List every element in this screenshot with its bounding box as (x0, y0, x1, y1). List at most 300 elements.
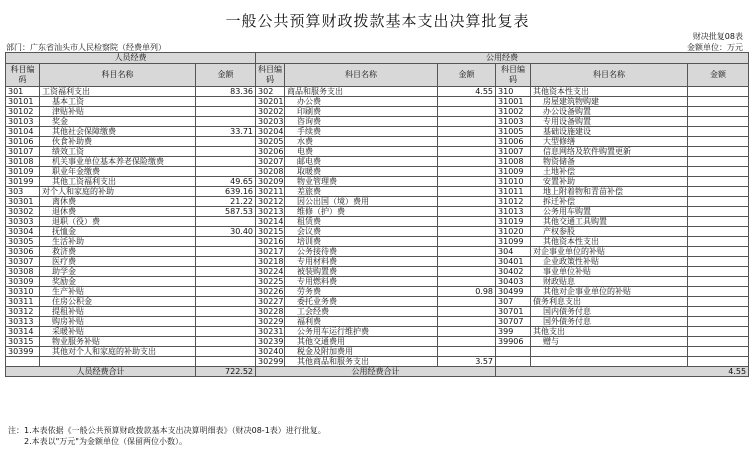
table-row (6, 137, 749, 147)
cell-code-2: 30239 (256, 337, 285, 347)
cell-name-2: 印刷费 (285, 107, 438, 117)
cell-amount-2 (438, 227, 496, 237)
col-code-1: 科目编码 (6, 64, 40, 87)
cell-name-3: 事业单位补贴 (531, 267, 688, 277)
cell-name-3: 其他支出 (531, 327, 688, 337)
cell-code-1: 30108 (6, 157, 40, 167)
cell-amount-3 (688, 287, 749, 297)
cell-code-3 (496, 347, 531, 357)
cell-code-3: 30707 (496, 317, 531, 327)
cell-amount-3 (688, 257, 749, 267)
table-row (6, 177, 749, 187)
cell-name-1: 救济费 (40, 247, 196, 257)
cell-amount-1 (196, 107, 256, 117)
cell-code-3: 399 (496, 327, 531, 337)
cell-code-3: 31020 (496, 227, 531, 237)
cell-code-3: 31019 (496, 217, 531, 227)
cell-code-2: 30224 (256, 267, 285, 277)
cell-code-2: 30231 (256, 327, 285, 337)
table-row (6, 267, 749, 277)
cell-amount-3 (688, 87, 749, 97)
cell-amount-2 (438, 277, 496, 287)
cell-amount-2 (438, 97, 496, 107)
cell-amount-3 (688, 217, 749, 227)
cell-code-2: 30299 (256, 357, 285, 367)
cell-name-3: 其他资本性支出 (531, 87, 688, 97)
group-header-row (6, 53, 749, 64)
public-total-label: 公用经费合计 (256, 367, 496, 377)
cell-amount-1: 587.53 (196, 207, 256, 217)
cell-name-2: 被装购置费 (285, 267, 438, 277)
cell-amount-3 (688, 227, 749, 237)
cell-name-3: 拆迁补偿 (531, 197, 688, 207)
cell-name-1: 工资福利支出 (40, 87, 196, 97)
table-row (6, 317, 749, 327)
cell-name-2: 劳务费 (285, 287, 438, 297)
cell-code-1: 30307 (6, 257, 40, 267)
cell-name-2: 专用燃料费 (285, 277, 438, 287)
cell-code-2: 30240 (256, 347, 285, 357)
cell-code-3: 31005 (496, 127, 531, 137)
cell-amount-1 (196, 167, 256, 177)
cell-amount-3 (688, 267, 749, 277)
cell-amount-2 (438, 327, 496, 337)
department-label: 部门：广东省汕头市人民检察院（经费单列） (6, 43, 166, 52)
cell-name-3: 物资储备 (531, 157, 688, 167)
cell-code-1: 30312 (6, 307, 40, 317)
table-row (6, 127, 749, 137)
cell-code-2: 30212 (256, 197, 285, 207)
cell-code-1: 30301 (6, 197, 40, 207)
table-row (6, 307, 749, 317)
cell-code-2: 30207 (256, 157, 285, 167)
cell-name-1: 购房补贴 (40, 317, 196, 327)
cell-amount-2 (438, 217, 496, 227)
cell-code-1: 30314 (6, 327, 40, 337)
cell-code-1: 30315 (6, 337, 40, 347)
col-code-3: 科目编码 (496, 64, 531, 87)
table-row (6, 157, 749, 167)
cell-code-1 (6, 357, 40, 367)
cell-amount-1 (196, 307, 256, 317)
cell-name-3: 产权参股 (531, 227, 688, 237)
cell-name-1: 生活补助 (40, 237, 196, 247)
cell-amount-1 (196, 347, 256, 357)
expenditure-table (5, 52, 749, 377)
cell-amount-3 (688, 247, 749, 257)
cell-amount-3 (688, 337, 749, 347)
cell-name-1: 提租补贴 (40, 307, 196, 317)
cell-amount-3 (688, 317, 749, 327)
cell-name-3: 安置补助 (531, 177, 688, 187)
cell-name-3: 信息网络及软件购置更新 (531, 147, 688, 157)
cell-name-1: 退职（役）费 (40, 217, 196, 227)
cell-name-3: 国外债务付息 (531, 317, 688, 327)
cell-name-2: 其他交通费用 (285, 337, 438, 347)
cell-amount-3 (688, 127, 749, 137)
table-row (6, 117, 749, 127)
cell-code-1: 30106 (6, 137, 40, 147)
cell-code-2: 30203 (256, 117, 285, 127)
cell-name-2: 邮电费 (285, 157, 438, 167)
cell-code-1: 30109 (6, 167, 40, 177)
cell-name-2: 公务接待费 (285, 247, 438, 257)
cell-amount-1 (196, 247, 256, 257)
cell-amount-1 (196, 357, 256, 367)
cell-code-2: 30217 (256, 247, 285, 257)
cell-name-1 (40, 357, 196, 367)
cell-code-1: 30305 (6, 237, 40, 247)
cell-amount-1 (196, 147, 256, 157)
cell-amount-1 (196, 327, 256, 337)
cell-code-2: 30202 (256, 107, 285, 117)
cell-amount-1 (196, 137, 256, 147)
totals-row (6, 367, 749, 377)
cell-amount-3 (688, 357, 749, 367)
cell-code-1: 30302 (6, 207, 40, 217)
cell-name-1: 退休费 (40, 207, 196, 217)
cell-name-3 (531, 347, 688, 357)
cell-name-2: 取暖费 (285, 167, 438, 177)
cell-code-3: 30701 (496, 307, 531, 317)
col-name-2: 科目名称 (285, 64, 438, 87)
cell-name-2: 手续费 (285, 127, 438, 137)
cell-code-1: 30399 (6, 347, 40, 357)
cell-code-3: 30499 (496, 287, 531, 297)
cell-code-3: 31001 (496, 97, 531, 107)
form-number: 财决批复08表 (692, 32, 743, 41)
cell-name-1: 医疗费 (40, 257, 196, 267)
public-header: 公用经费 (256, 53, 749, 64)
cell-code-2: 30213 (256, 207, 285, 217)
table-row (6, 247, 749, 257)
cell-code-3: 31002 (496, 107, 531, 117)
cell-code-2: 30211 (256, 187, 285, 197)
cell-code-3: 31011 (496, 187, 531, 197)
col-name-3: 科目名称 (531, 64, 688, 87)
col-amount-3: 金额 (688, 64, 749, 87)
cell-code-3: 39906 (496, 337, 531, 347)
cell-name-3: 对企事业单位的补贴 (531, 247, 688, 257)
footnotes (8, 425, 326, 447)
cell-code-2: 30226 (256, 287, 285, 297)
cell-amount-3 (688, 297, 749, 307)
cell-amount-1 (196, 297, 256, 307)
cell-name-1: 抚恤金 (40, 227, 196, 237)
cell-name-3: 赠与 (531, 337, 688, 347)
table-row (6, 197, 749, 207)
cell-code-3: 30403 (496, 277, 531, 287)
cell-code-1: 30310 (6, 287, 40, 297)
cell-code-2: 30225 (256, 277, 285, 287)
cell-amount-1 (196, 117, 256, 127)
cell-code-1: 30311 (6, 297, 40, 307)
cell-name-3: 大型修缮 (531, 137, 688, 147)
cell-amount-2: 3.57 (438, 357, 496, 367)
cell-amount-1 (196, 157, 256, 167)
cell-amount-3 (688, 237, 749, 247)
cell-amount-3 (688, 107, 749, 117)
cell-name-2: 专用材料费 (285, 257, 438, 267)
cell-code-1: 30199 (6, 177, 40, 187)
cell-name-2: 会议费 (285, 227, 438, 237)
cell-name-3: 办公设备购置 (531, 107, 688, 117)
cell-name-2: 福利费 (285, 317, 438, 327)
cell-code-1: 30308 (6, 267, 40, 277)
table-row (6, 277, 749, 287)
cell-name-2: 工会经费 (285, 307, 438, 317)
cell-name-3: 房屋建筑物购建 (531, 97, 688, 107)
cell-code-3: 310 (496, 87, 531, 97)
table-row (6, 227, 749, 237)
cell-code-1: 30107 (6, 147, 40, 157)
cell-code-3: 31099 (496, 237, 531, 247)
cell-amount-2 (438, 137, 496, 147)
table-row (6, 167, 749, 177)
public-total-value: 4.55 (496, 367, 749, 377)
col-code-2: 科目编码 (256, 64, 285, 87)
cell-amount-2 (438, 347, 496, 357)
table-row (6, 297, 749, 307)
cell-code-3: 31007 (496, 147, 531, 157)
cell-name-2: 维修（护）费 (285, 207, 438, 217)
cell-amount-2 (438, 237, 496, 247)
cell-amount-2 (438, 187, 496, 197)
cell-amount-1 (196, 217, 256, 227)
cell-code-1: 30102 (6, 107, 40, 117)
cell-name-3: 企业政策性补贴 (531, 257, 688, 267)
cell-amount-1: 21.22 (196, 197, 256, 207)
cell-amount-3 (688, 207, 749, 217)
cell-amount-1 (196, 267, 256, 277)
cell-name-3: 其他交通工具购置 (531, 217, 688, 227)
cell-name-1: 其他对个人和家庭的补助支出 (40, 347, 196, 357)
table-row (6, 97, 749, 107)
table-row (6, 207, 749, 217)
cell-name-1: 奖金 (40, 117, 196, 127)
cell-amount-3 (688, 277, 749, 287)
cell-code-3: 31010 (496, 177, 531, 187)
table-row (6, 187, 749, 197)
cell-amount-1: 33.71 (196, 127, 256, 137)
cell-amount-2: 0.98 (438, 287, 496, 297)
table-row (6, 327, 749, 337)
cell-code-3: 31003 (496, 117, 531, 127)
cell-code-2: 30204 (256, 127, 285, 137)
cell-code-3: 31008 (496, 157, 531, 167)
cell-code-2: 30206 (256, 147, 285, 157)
page-title: 一般公共预算财政拨款基本支出决算批复表 (225, 12, 530, 30)
cell-name-2: 商品和服务支出 (285, 87, 438, 97)
cell-amount-2 (438, 257, 496, 267)
table-row (6, 357, 749, 367)
cell-amount-1 (196, 97, 256, 107)
table-row (6, 337, 749, 347)
col-name-1: 科目名称 (40, 64, 196, 87)
cell-amount-2: 4.55 (438, 87, 496, 97)
cell-name-3: 专用设备购置 (531, 117, 688, 127)
cell-name-1: 职业年金缴费 (40, 167, 196, 177)
cell-amount-1: 49.65 (196, 177, 256, 187)
cell-amount-3 (688, 167, 749, 177)
cell-name-3: 财政贴息 (531, 277, 688, 287)
cell-amount-3 (688, 157, 749, 167)
cell-name-2: 公务用车运行维护费 (285, 327, 438, 337)
col-amount-2: 金额 (438, 64, 496, 87)
cell-code-2: 30218 (256, 257, 285, 267)
cell-name-1: 绩效工资 (40, 147, 196, 157)
personnel-total-value: 722.52 (196, 367, 256, 377)
cell-amount-1 (196, 317, 256, 327)
cell-name-2: 租赁费 (285, 217, 438, 227)
cell-code-1: 30103 (6, 117, 40, 127)
cell-code-2: 30229 (256, 317, 285, 327)
cell-amount-2 (438, 157, 496, 167)
cell-amount-1 (196, 287, 256, 297)
cell-code-1: 303 (6, 187, 40, 197)
cell-code-2: 30215 (256, 227, 285, 237)
cell-code-3: 31013 (496, 207, 531, 217)
cell-name-2: 其他商品和服务支出 (285, 357, 438, 367)
cell-amount-3 (688, 97, 749, 107)
cell-amount-3 (688, 347, 749, 357)
cell-name-2: 咨询费 (285, 117, 438, 127)
note-1: 注：1.本表依据《一般公共预算财政拨款基本支出决算明细表》（财决08-1表）进行批复。 (8, 426, 326, 435)
cell-name-1: 生产补贴 (40, 287, 196, 297)
cell-amount-2 (438, 207, 496, 217)
table-row (6, 107, 749, 117)
table-row (6, 287, 749, 297)
cell-name-2: 税金及附加费用 (285, 347, 438, 357)
cell-name-1: 助学金 (40, 267, 196, 277)
cell-code-3: 307 (496, 297, 531, 307)
cell-code-1: 30313 (6, 317, 40, 327)
cell-name-3: 其他对企事业单位的补贴 (531, 287, 688, 297)
cell-amount-3 (688, 197, 749, 207)
cell-amount-2 (438, 247, 496, 257)
table-row (6, 237, 749, 247)
cell-name-1: 离休费 (40, 197, 196, 207)
cell-name-1: 采暖补贴 (40, 327, 196, 337)
cell-code-1: 30303 (6, 217, 40, 227)
cell-code-2: 30208 (256, 167, 285, 177)
cell-name-2: 委托业务费 (285, 297, 438, 307)
note-2: 2.本表以"万元"为金额单位（保留两位小数）。 (24, 437, 187, 446)
cell-amount-3 (688, 177, 749, 187)
cell-amount-2 (438, 307, 496, 317)
cell-amount-2 (438, 177, 496, 187)
cell-name-2: 培训费 (285, 237, 438, 247)
cell-code-2: 30205 (256, 137, 285, 147)
cell-amount-3 (688, 307, 749, 317)
cell-name-3: 土地补偿 (531, 167, 688, 177)
cell-name-3: 公务用车购置 (531, 207, 688, 217)
col-amount-1: 金额 (196, 64, 256, 87)
cell-name-2: 差旅费 (285, 187, 438, 197)
unit-label: 金额单位：万元 (687, 43, 743, 52)
table-row (6, 347, 749, 357)
cell-name-1: 基本工资 (40, 97, 196, 107)
cell-amount-2 (438, 267, 496, 277)
cell-name-3: 国内债务付息 (531, 307, 688, 317)
cell-code-1: 30101 (6, 97, 40, 107)
cell-code-2: 30216 (256, 237, 285, 247)
cell-name-1: 住房公积金 (40, 297, 196, 307)
personnel-header: 人员经费 (6, 53, 256, 64)
cell-name-1: 津贴补贴 (40, 107, 196, 117)
cell-code-1: 301 (6, 87, 40, 97)
cell-name-3: 其他资本性支出 (531, 237, 688, 247)
column-header-row (6, 64, 749, 87)
table-row (6, 87, 749, 97)
table-row (6, 257, 749, 267)
cell-amount-3 (688, 327, 749, 337)
cell-amount-1 (196, 277, 256, 287)
cell-code-2: 30228 (256, 307, 285, 317)
cell-amount-2 (438, 297, 496, 307)
table-row (6, 147, 749, 157)
cell-code-3: 31006 (496, 137, 531, 147)
cell-code-2: 30209 (256, 177, 285, 187)
cell-code-3: 304 (496, 247, 531, 257)
cell-amount-2 (438, 127, 496, 137)
cell-code-3: 31009 (496, 167, 531, 177)
cell-amount-2 (438, 167, 496, 177)
table-row (6, 217, 749, 227)
cell-name-2: 办公费 (285, 97, 438, 107)
cell-name-1: 其他社会保障缴费 (40, 127, 196, 137)
cell-amount-2 (438, 337, 496, 347)
cell-code-2: 302 (256, 87, 285, 97)
cell-code-1: 30304 (6, 227, 40, 237)
cell-amount-1 (196, 337, 256, 347)
cell-name-3: 基础设施建设 (531, 127, 688, 137)
cell-name-2: 电费 (285, 147, 438, 157)
cell-code-3: 31012 (496, 197, 531, 207)
cell-amount-2 (438, 107, 496, 117)
cell-name-1: 物业服务补贴 (40, 337, 196, 347)
cell-code-2: 30201 (256, 97, 285, 107)
cell-name-1: 机关事业单位基本养老保险缴费 (40, 157, 196, 167)
cell-code-1: 30306 (6, 247, 40, 257)
cell-name-3: 债务利息支出 (531, 297, 688, 307)
cell-amount-2 (438, 117, 496, 127)
cell-name-1: 伙食补助费 (40, 137, 196, 147)
cell-code-3: 30401 (496, 257, 531, 267)
cell-amount-3 (688, 187, 749, 197)
cell-code-3 (496, 357, 531, 367)
cell-code-2: 30214 (256, 217, 285, 227)
cell-amount-2 (438, 197, 496, 207)
cell-name-1: 奖励金 (40, 277, 196, 287)
cell-amount-3 (688, 117, 749, 127)
cell-name-2: 物业管理费 (285, 177, 438, 187)
cell-name-2: 因公出国（境）费用 (285, 197, 438, 207)
cell-amount-1 (196, 237, 256, 247)
cell-amount-3 (688, 147, 749, 157)
cell-amount-1 (196, 257, 256, 267)
cell-code-1: 30104 (6, 127, 40, 137)
cell-amount-2 (438, 147, 496, 157)
cell-name-3 (531, 357, 688, 367)
cell-amount-1: 83.36 (196, 87, 256, 97)
cell-name-1: 对个人和家庭的补助 (40, 187, 196, 197)
cell-amount-3 (688, 137, 749, 147)
cell-amount-1: 639.16 (196, 187, 256, 197)
cell-code-3: 30402 (496, 267, 531, 277)
cell-amount-1: 30.40 (196, 227, 256, 237)
cell-code-2: 30227 (256, 297, 285, 307)
